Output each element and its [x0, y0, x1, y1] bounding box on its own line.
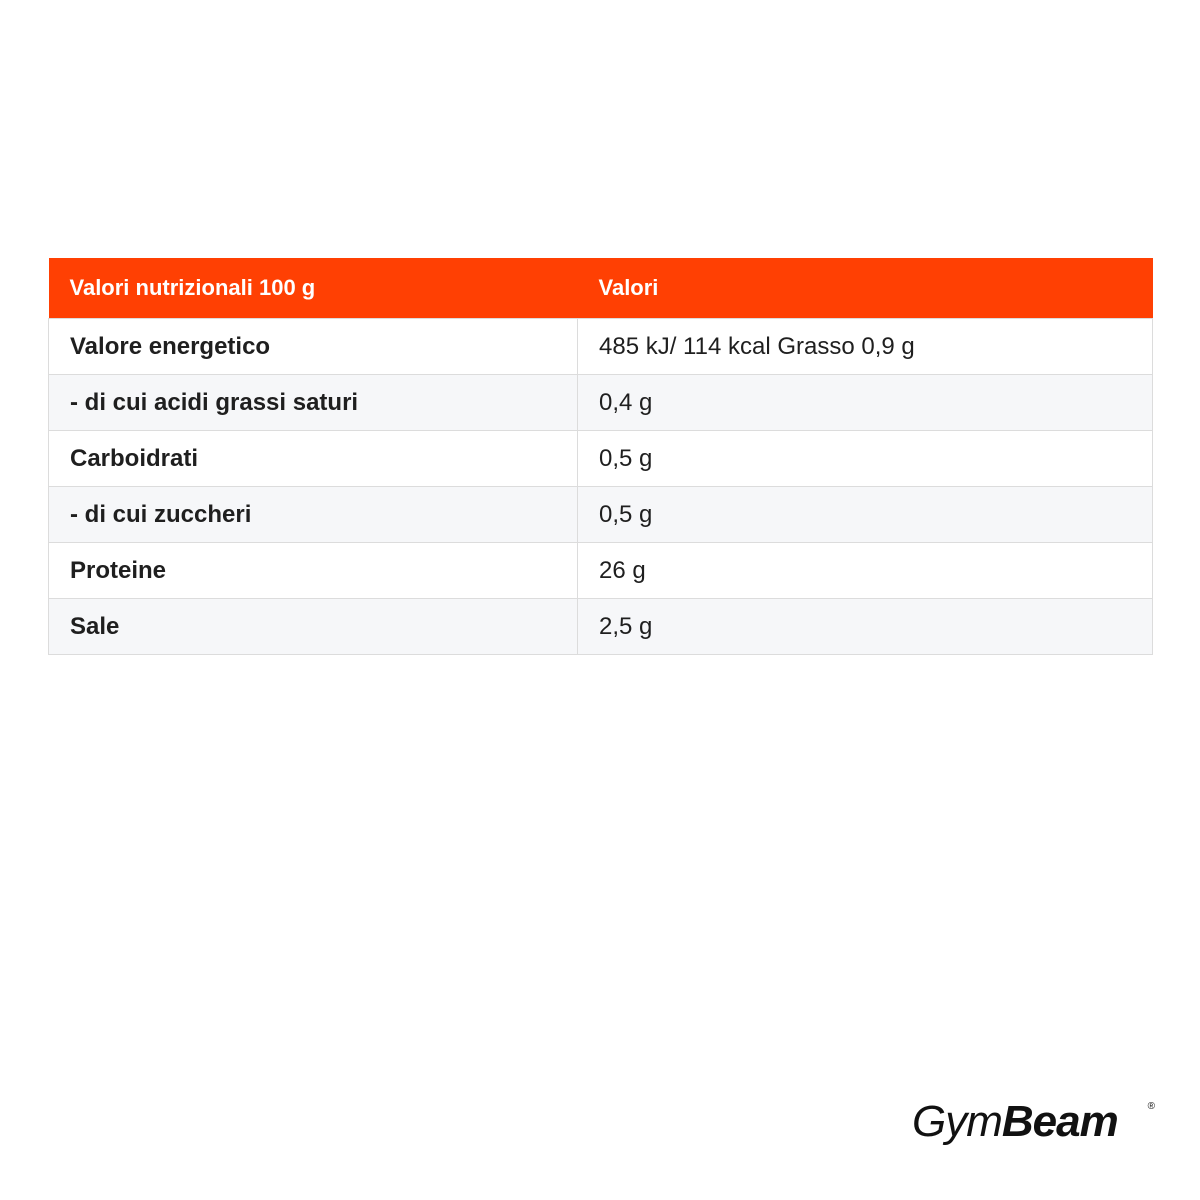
table-row [49, 375, 1153, 431]
row-label: - di cui acidi grassi saturi [49, 375, 578, 431]
gymbeam-logo [912, 1097, 1157, 1157]
row-label: Valore energetico [49, 319, 578, 375]
row-label: - di cui zuccheri [49, 487, 578, 543]
row-value: 0,4 g [578, 375, 1153, 431]
row-value: 0,5 g [578, 431, 1153, 487]
row-label: Sale [49, 599, 578, 655]
table-row [49, 543, 1153, 599]
table-row [49, 599, 1153, 655]
logo-text-gym: Gym [912, 1097, 1002, 1146]
header-nutrition-values: Valori nutrizionali 100 g [49, 258, 578, 319]
table-body [49, 319, 1153, 655]
table-row [49, 431, 1153, 487]
row-label: Proteine [49, 543, 578, 599]
registered-mark: ® [1147, 1101, 1155, 1112]
table-row [49, 319, 1153, 375]
header-values: Valori [578, 258, 1153, 319]
row-value: 2,5 g [578, 599, 1153, 655]
table-header [49, 258, 1153, 319]
row-label: Carboidrati [49, 431, 578, 487]
row-value: 485 kJ/ 114 kcal Grasso 0,9 g [578, 319, 1153, 375]
header-row [49, 258, 1153, 319]
logo-text-beam: Beam [1001, 1097, 1118, 1146]
row-value: 0,5 g [578, 487, 1153, 543]
table-row [49, 487, 1153, 543]
nutrition-table [48, 258, 1153, 655]
row-value: 26 g [578, 543, 1153, 599]
